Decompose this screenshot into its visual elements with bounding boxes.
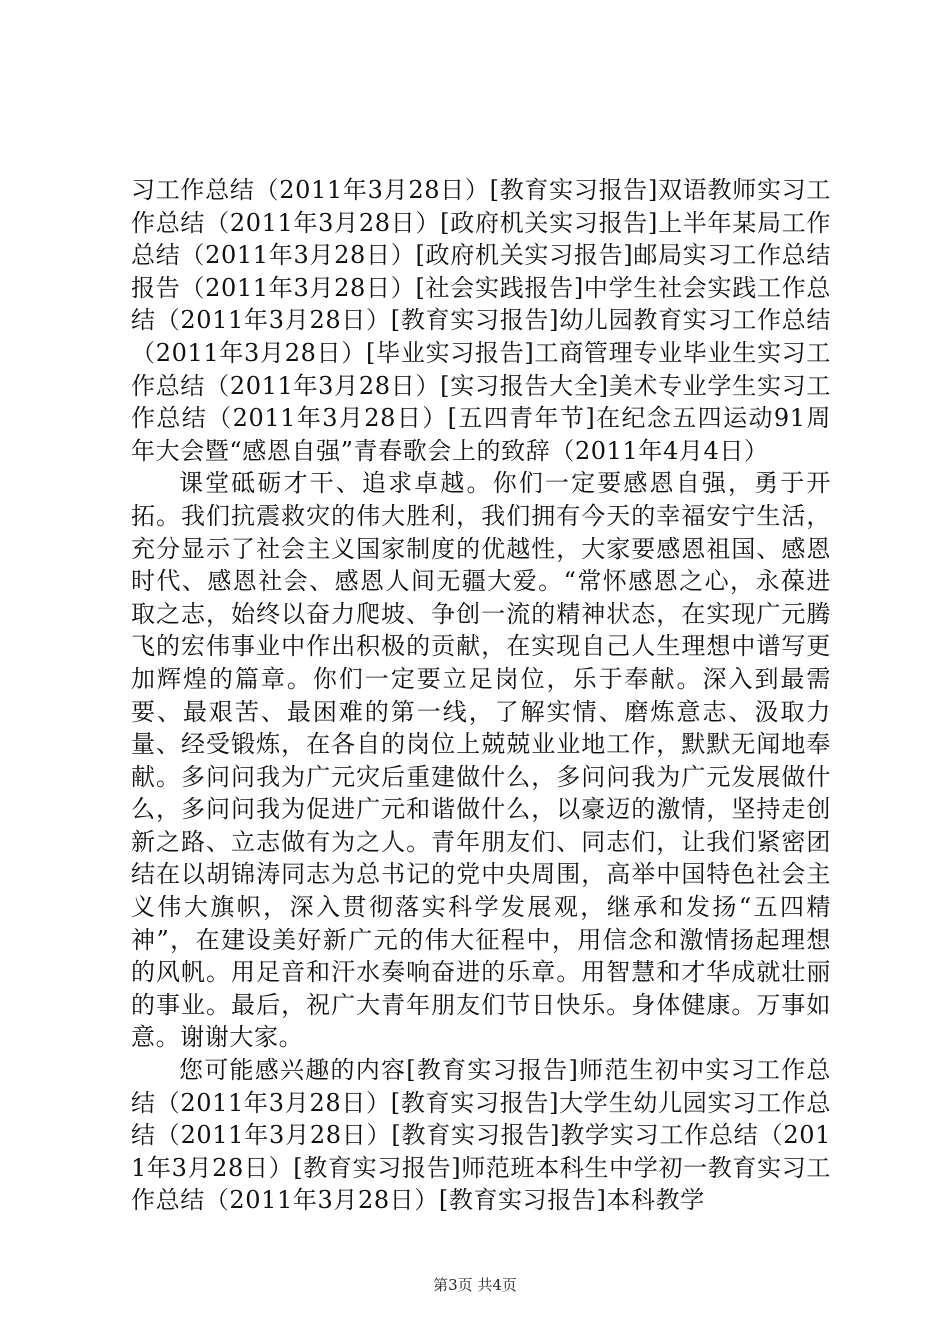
paragraph-1: 习工作总结（2011年3月28日）[教育实习报告]双语教师实习工作总结（2011年3月28日）[政府机关实习报告]上半年某局工作总结（2011年3月28日）[政府机关实习报告]邮局实习工作总结报告（2011年3月28日）[社会实践报告]中学生社会实践工作总结（2011年3月28日）[教育实习报告]幼儿园教育实习工作总结（2011年3月28日）[毕业实习报告]工商管理专业毕业生实习工作总结（2011年3月28日）[实习报告大全]美术专业学生实习工作总结（2011年3月28日）[五四青年节]在纪念五四运动91周年大会暨“感恩自强”青春歌会上的致辞（2011年4月4日）	[131, 176, 831, 465]
paragraph-3: 您可能感兴趣的内容[教育实习报告]师范生初中实习工作总结（2011年3月28日）[教育实习报告]大学生幼儿园实习工作总结（2011年3月28日）[教育实习报告]教学实习工作总结（2011年3月28日）[教育实习报告]师范班本科生中学初一教育实习工作总结（2011年3月28日）[教育实习报告]本科教学	[131, 1056, 831, 1215]
page-footer: 第3页 共4页	[433, 1276, 517, 1294]
paragraph-2: 课堂砥砺才干、追求卓越。你们一定要感恩自强，勇于开拓。我们抗震救灾的伟大胜利，我们拥有今天的幸福安宁生活，充分显示了社会主义国家制度的优越性，大家要感恩祖国、感恩时代、感恩社会、感恩人间无疆大爱。“常怀感恩之心，永葆进取之志，始终以奋力爬坡、争创一流的精神状态，在实现广元腾飞的宏伟事业中作出积极的贡献，在实现自己人生理想中谱写更加辉煌的篇章。你们一定要立足岗位，乐于奉献。深入到最需要、最艰苦、最困难的第一线，了解实情、磨炼意志、汲取力量、经受锻炼，在各自的岗位上兢兢业业地工作，默默无闻地奉献。多问问我为广元灾后重建做什么，多问问我为广元发展做什么，多问问我为促进广元和谐做什么，以豪迈的激情，坚持走创新之路、立志做有为之人。青年朋友们、同志们，让我们紧密团结在以胡锦涛同志为总书记的党中央周围，高举中国特色社会主义伟大旗帜，深入贯彻落实科学发展观，继承和发扬“五四精神”，在建设美好新广元的伟大征程中，用信念和激情扬起理想的风帆。用足音和汗水奏响奋进的乐章。用智慧和才华成就壮丽的事业。最后，祝广大青年朋友们节日快乐。身体健康。万事如意。谢谢大家。	[131, 469, 831, 1052]
document-body	[131, 174, 831, 1217]
